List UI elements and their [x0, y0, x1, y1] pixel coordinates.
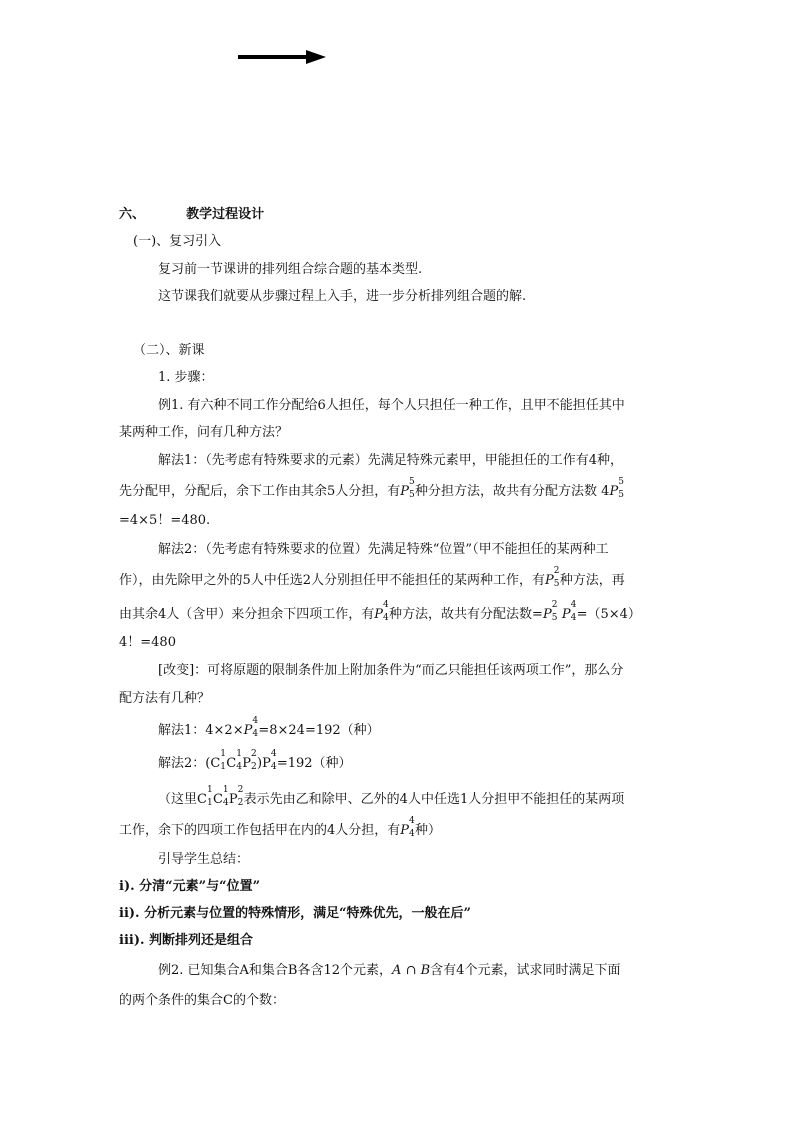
example2-line-2: 的两个条件的集合C的个数： — [119, 993, 285, 1008]
set-intersection: A ∩ B — [392, 963, 431, 978]
solution-2: 解法2：(C 1 1 C 1 4 P 2 2 )P 4 4 =192（种） — [158, 749, 352, 772]
summary-item-3: iii). 判断排列还是组合 — [119, 933, 254, 948]
example1-line-1: 例1. 有六种不同工作分配给6人担任，每个人只担任一种工作，且甲不能担任其中 — [158, 398, 625, 413]
perm-p44-s1: P 4 4 — [243, 716, 259, 739]
perm-p52-product: P 2 5 — [542, 600, 558, 623]
change-line-1: [改变]：可将原题的限制条件加上附加条件为“而乙只能担任该两项工作”，那么分 — [158, 663, 624, 678]
summary-intro: 引导学生总结： — [158, 852, 250, 867]
section-heading — [119, 206, 264, 224]
method2-line-4: 4！=480 — [119, 635, 176, 650]
review-heading: (一)、复习引入 — [133, 234, 222, 249]
example2-line-1: 例2. 已知集合A和集合B各含12个元素，A ∩ B含有4个元素，试求同时满足下面 — [158, 963, 621, 978]
right-arrow-icon — [238, 50, 326, 64]
example1-line-2: 某两种工作，问有几种方法？ — [119, 425, 289, 440]
section-title: 教学过程设计 — [186, 207, 265, 222]
combination-product: C 1 1 C 1 4 P 2 2 — [210, 749, 257, 772]
section-number: 六、 — [119, 207, 146, 222]
change-line-2: 配方法有几种？ — [119, 691, 211, 706]
method2-line-2: 作），由先除甲之外的5人中任选2人分别担任甲不能担任的某两种工作，有P 2 5 种方法，再 — [119, 566, 625, 589]
solution-1: 解法1：4×2×P 4 4 =8×24=192（种） — [158, 716, 380, 739]
perm-p55: P 5 5 — [400, 477, 415, 500]
review-line-1: 复习前一节课讲的排列组合综合题的基本类型. — [158, 262, 423, 277]
method2-line-1: 解法2：（先考虑有特殊要求的位置）先满足特殊“位置”（甲不能担任的某两种工 — [158, 542, 609, 557]
explain-line-2: 工作，余下的四项工作包括甲在内的4人分担，有P 4 4 种） — [119, 816, 442, 839]
perm-p52: P 2 5 — [545, 566, 560, 589]
perm-p44-s2: P 4 4 — [262, 749, 277, 772]
step-heading: 1. 步骤： — [158, 370, 214, 385]
combination-product-explain: C 1 1 C 1 4 P 2 2 — [197, 785, 244, 808]
explain-line-1: （这里C 1 1 C 1 4 P 2 2 表示先由乙和除甲、乙外的4人中任选1人分担甲不能担任的某两项 — [158, 785, 625, 808]
perm-p44-explain: P 4 4 — [400, 816, 415, 839]
method2-line-3: 由其余4人（含甲）来分担余下四项工作，有P 4 4 种方法，故共有分配法数=P 2 5 P 4 4 =（5×4） — [119, 600, 641, 623]
method1-line-3: =4×5！=480. — [119, 513, 211, 528]
review-line-2: 这节课我们就要从步骤过程上入手，进一步分析排列组合题的解. — [158, 289, 527, 304]
method1-line-2: 先分配甲，分配后，余下工作由其余5人分担，有P 5 5 种分担方法，故共有分配方法数 4P 5 5 — [119, 477, 624, 500]
perm-p55-total: P 5 5 — [609, 477, 624, 500]
summary-item-1: i). 分清“元素”与“位置” — [119, 879, 261, 894]
method1-line-1: 解法1：（先考虑有特殊要求的元素）先满足特殊元素甲，甲能担任的工作有4种， — [158, 453, 624, 468]
perm-p44: P 4 4 — [374, 600, 389, 623]
perm-p44-product: P 4 4 — [561, 600, 577, 623]
summary-item-2: ii). 分析元素与位置的特殊情形，满足“特殊优先，一般在后” — [119, 906, 472, 921]
new-lesson-heading: （二）、新课 — [133, 343, 205, 358]
